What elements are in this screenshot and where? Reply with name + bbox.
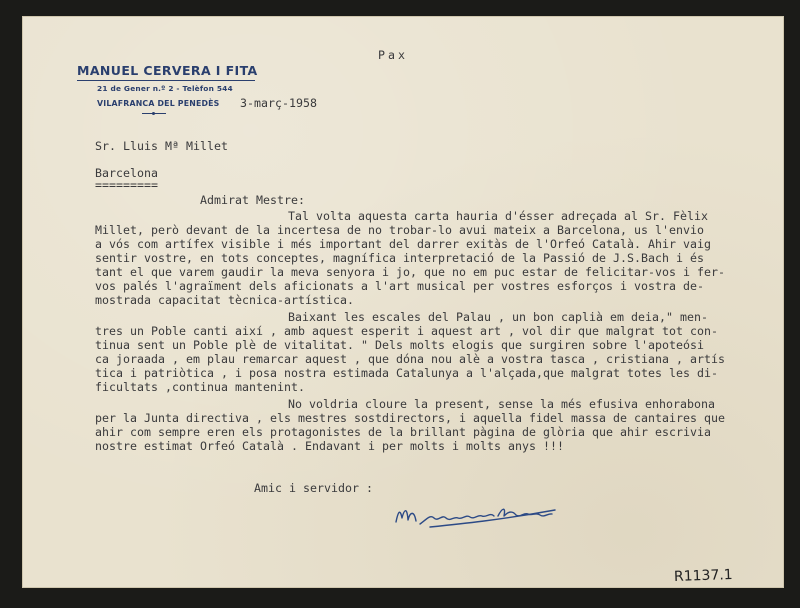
recipient-city: Barcelona (95, 166, 159, 180)
body-line: Millet, però devant de la incertesa de no trobar-lo avui mateix a Barcelona, us l'envio (95, 223, 705, 237)
body-line: No voldria cloure la present, sense la més efusiva enhorabona (288, 397, 716, 411)
body-line: sentir vostre, en tots conceptes, magnífica interpretació de la Passió de J.S.Bach i és (95, 251, 705, 265)
salutation: Admirat Mestre: (200, 193, 306, 207)
body-line: Tal volta aquesta carta hauria d'ésser adreçada al Sr. Fèlix (288, 209, 709, 223)
recipient-underline: ========= (95, 178, 159, 192)
body-line: nostre estimat Orfeó Català . Endavant i per molts i molts anys !!! (95, 439, 565, 453)
body-line: tres un Poble canti així , amb aquest esperit i aquest art , vol dir que malgrat tot con- (95, 324, 719, 338)
body-line: tinua sent un Poble plè de vitalitat. " Dels molts elogis que surgiren sobre l'apoteósi (95, 338, 705, 352)
letterhead-dot (152, 112, 155, 115)
body-line: tica i patriòtica , i posa nostra estimada Catalunya a l'alçada,que malgrat totes les di- (95, 366, 719, 380)
body-line: ca joraada , em plau remarcar aquest , que dóna nou alè a vostra tasca , cristiana , artís (95, 352, 726, 366)
body-line: per la Junta directiva , els mestres sostdirectors, i aquella fidel massa de cantaires que (95, 411, 726, 425)
pax-heading: Pax (378, 48, 408, 62)
recipient-name: Sr. Lluis Mª Millet (95, 139, 229, 153)
letterhead-town: VILAFRANCA DEL PENEDÈS (97, 99, 220, 108)
body-line: ahir com sempre eren els protagonistes de la brillant pàgina de glòria que ahir escrivia (95, 425, 712, 439)
body-line: tant el que varem gaudir la meva senyora i jo, que no em puc estar de felicitar-vos i fer- (95, 265, 726, 279)
body-line: vos palés l'agraïment dels aficionats a l'art musical per vostres esforços i vostra de- (95, 279, 705, 293)
letterhead-rule (77, 80, 255, 81)
closing: Amic i servidor : (254, 481, 374, 495)
archive-reference: R1137.1 (673, 566, 733, 586)
letterhead-name: MANUEL CERVERA I FITA (77, 63, 258, 78)
letter-sheet (22, 16, 784, 588)
letter-date: 3-març-1958 (240, 96, 318, 110)
body-line: ficultats ,continua mantenint. (95, 380, 306, 394)
body-line: Baixant les escales del Palau , un bon caplià em deia," men- (288, 310, 709, 324)
body-line: a vós com artífex visible i més important del darrer exitàs de l'Orfeó Català. Ahir vaig (95, 237, 712, 251)
handwritten-signature (390, 494, 570, 532)
letterhead-address: 21 de Gener n.º 2 - Telèfon 544 (97, 84, 233, 93)
body-line: mostrada capacitat tècnica-artística. (95, 293, 355, 307)
